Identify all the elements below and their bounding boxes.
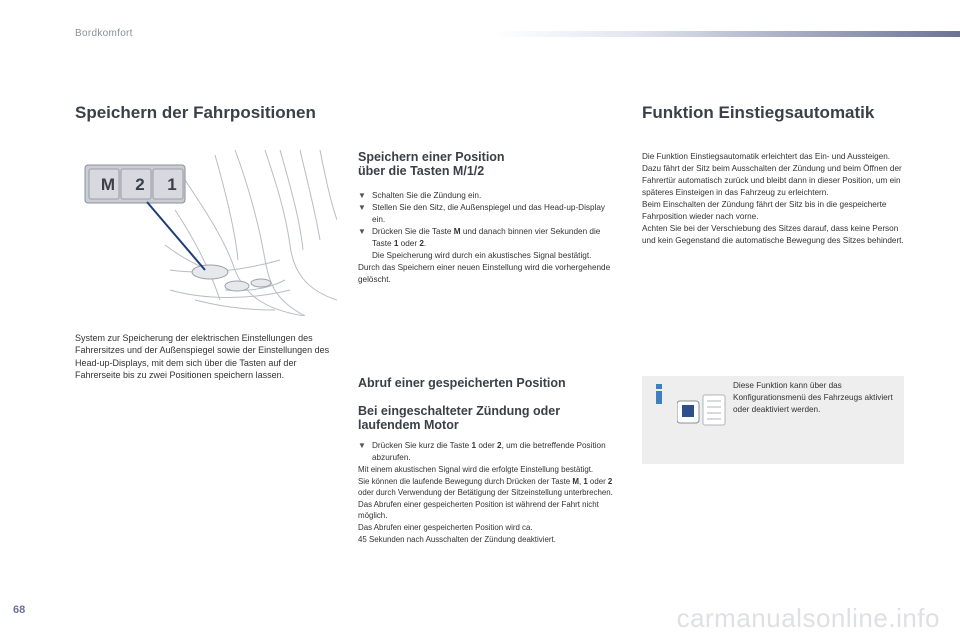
store-heading xyxy=(358,150,620,178)
store-heading-line1: Speichern einer Position xyxy=(358,150,505,164)
bullet-arrow-icon: ▼ xyxy=(358,203,366,212)
store-step-1: ▼ Schalten Sie die Zündung ein. xyxy=(358,191,482,200)
store-confirm-note: Die Speicherung wird durch ein akustisches Signal bestätigt. xyxy=(372,251,592,260)
recall-timeout-text: Das Abrufen einer gespeicherten Position wird ca. xyxy=(358,522,533,532)
store-position-block xyxy=(358,150,620,286)
memory-button-m: M xyxy=(100,175,116,194)
info-box xyxy=(642,376,904,464)
store-overwrite-note: Durch das Speichern einer neuen Einstellung wird die vorhergehende gelöscht. xyxy=(358,263,611,284)
easy-entry-text: Die Funktion Einstiegsautomatik erleichtert das Ein- und Aussteigen. Dazu fährt der Sitz beim Ausschalten der Zündung und beim Öffnen der Fahrertür automatisch zurück und bleibt dann in dieser Position, um ein späteres Einsteigen in das Fahrzeug zu erleichtern. Beim Einschalten der Zündung fährt der Sitz bis in die gespeicherte Fahrposition wieder nach vorne. Achten Sie bei der Verschiebung des Sitzes darauf, dass keine Person und kein Gegenstand die automatische Bewegung des Sitzes behindert. xyxy=(642,152,904,245)
memory-button-1: 1 xyxy=(167,175,177,194)
memory-intro-text: System zur Speicherung der elektrischen Einstellungen des Fahrersitzes und der Außenspiegel sowie der Einstellungen des Head-up-Displays, mit dem sich über die Tasten auf der Fahrerseite bis zu zwei Positionen speichern lassen. xyxy=(75,333,330,381)
recall-position-block xyxy=(358,376,620,545)
page-number: 68 xyxy=(13,604,26,616)
store-heading-line2: über die Tasten M/1/2 xyxy=(358,164,485,178)
recall-interrupt-text: Sie können die laufende Bewegung durch Drücken der Taste M, 1 oder 2 oder durch Verwendung der Betätigung der Sitzeinstellung unterbrechen. xyxy=(358,476,613,498)
watermark: carmanualsonline.info xyxy=(676,603,940,633)
store-step-2: ▼ Stellen Sie den Sitz, die Außenspiegel und das Head-up-Display ein. xyxy=(358,203,606,224)
section-heading-memory: Speichern der Fahrpositionen xyxy=(75,103,316,122)
recall-driving-text: Das Abrufen einer gespeicherten Position ist während der Fahrt nicht möglich. xyxy=(358,499,599,521)
config-menu-icon xyxy=(677,393,737,427)
recall-timeout-text-2: 45 Sekunden nach Ausschalten der Zündung deaktiviert. xyxy=(358,534,556,544)
header-gradient-bar xyxy=(492,31,960,37)
info-text: Diese Funktion kann über das Konfigurationsmenü des Fahrzeugs aktiviert oder deaktiviert werden. xyxy=(733,381,893,414)
section-heading-easy-entry: Funktion Einstiegsautomatik xyxy=(642,103,875,122)
recall-heading: Abruf einer gespeicherten Position xyxy=(358,376,566,390)
info-icon xyxy=(652,384,666,404)
section-label: Bordkomfort xyxy=(75,28,133,39)
recall-step-1: ▼ Drücken Sie kurz die Taste 1 oder 2, um die betreffende Position abzurufen. xyxy=(358,441,606,462)
bullet-arrow-icon: ▼ xyxy=(358,441,366,450)
memory-button-2: 2 xyxy=(135,175,145,194)
store-step-3: ▼ Drücken Sie die Taste M und danach binnen vier Sekunden die Taste 1 oder 2. Die Speicherung wird durch ein akustisches Signal bestätigt. xyxy=(358,227,601,260)
bullet-arrow-icon: ▼ xyxy=(358,191,366,200)
bullet-arrow-icon: ▼ xyxy=(358,227,366,236)
recall-confirm-text: Mit einem akustischen Signal wird die erfolgte Einstellung bestätigt. xyxy=(358,465,594,474)
recall-subheading: Bei eingeschalteter Zündung oder laufendem Motor xyxy=(358,404,561,432)
